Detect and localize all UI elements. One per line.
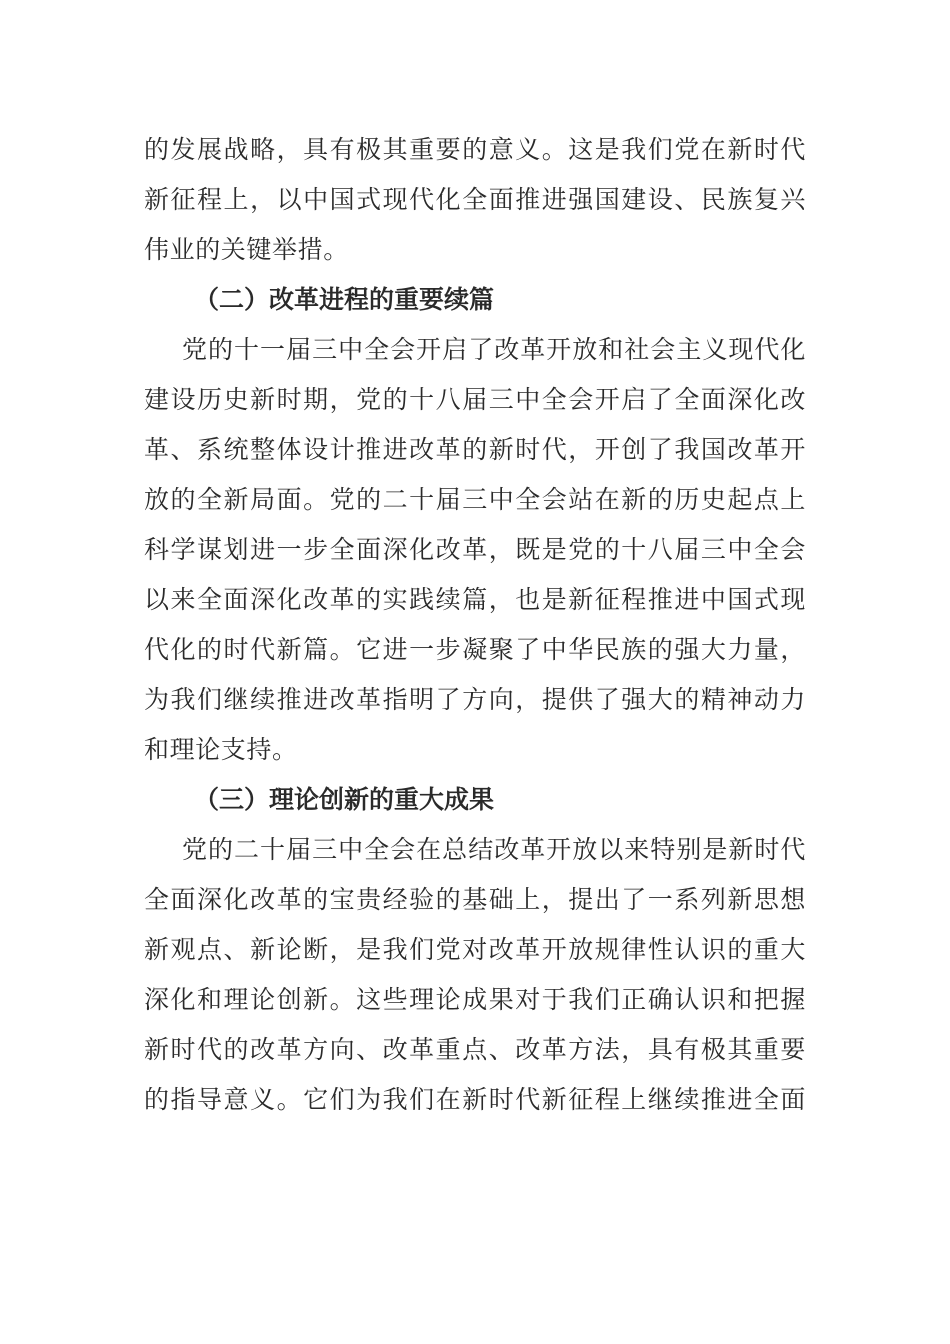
- paragraph-line: 新时代的改革方向、改革重点、改革方法，具有极其重要: [144, 1035, 806, 1064]
- paragraph-line: 放的全新局面。党的二十届三中全会站在新的历史起点上: [144, 485, 806, 514]
- paragraph-line: 建设历史新时期，党的十八届三中全会开启了全面深化改: [144, 385, 806, 414]
- paragraph-line: 代化的时代新篇。它进一步凝聚了中华民族的强大力量，: [144, 635, 806, 664]
- paragraph-line: 新征程上，以中国式现代化全面推进强国建设、民族复兴: [144, 185, 806, 214]
- document-body: [144, 125, 806, 1125]
- paragraph-line: 党的二十届三中全会在总结改革开放以来特别是新时代: [182, 835, 806, 864]
- paragraph-line: 伟业的关键举措。: [144, 235, 349, 264]
- paragraph-line: 深化和理论创新。这些理论成果对于我们正确认识和把握: [144, 985, 806, 1014]
- paragraph-line: 以来全面深化改革的实践续篇，也是新征程推进中国式现: [144, 585, 806, 614]
- paragraph-line: 为我们继续推进改革指明了方向，提供了强大的精神动力: [144, 685, 806, 714]
- paragraph-line: 党的十一届三中全会开启了改革开放和社会主义现代化: [182, 335, 806, 364]
- paragraph-line: 的发展战略，具有极其重要的意义。这是我们党在新时代: [144, 135, 806, 164]
- paragraph-line: 的指导意义。它们为我们在新时代新征程上继续推进全面: [144, 1085, 806, 1114]
- section-heading-2: （二）改革进程的重要续篇: [194, 285, 495, 314]
- paragraph-line: 新观点、新论断，是我们党对改革开放规律性认识的重大: [144, 935, 806, 964]
- section-heading-3: （三）理论创新的重大成果: [194, 785, 495, 814]
- paragraph-line: 科学谋划进一步全面深化改革，既是党的十八届三中全会: [144, 535, 806, 564]
- paragraph-line: 革、系统整体设计推进改革的新时代，开创了我国改革开: [144, 435, 806, 464]
- paragraph-line: 全面深化改革的宝贵经验的基础上，提出了一系列新思想: [144, 885, 806, 914]
- paragraph-line: 和理论支持。: [144, 735, 298, 764]
